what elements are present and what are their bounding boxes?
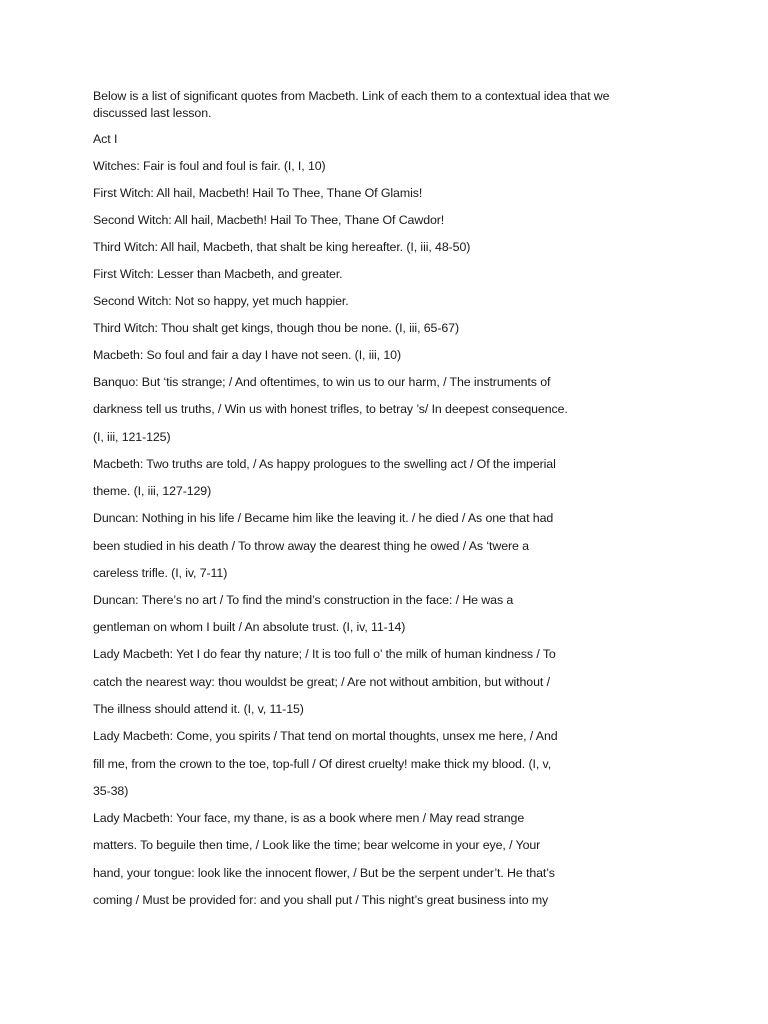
quote-entry	[93, 592, 673, 636]
quote-line: Second Witch: Not so happy, yet much happier.	[93, 294, 349, 308]
act-heading: Act I	[93, 132, 118, 146]
quote-line: Banquo: But ‘tis strange; / And oftentimes, to win us to our harm, / The instruments of	[93, 375, 551, 389]
quote-entry	[93, 810, 673, 909]
quote-line: hand, your tongue: look like the innocent flower, / But be the serpent under’t. He that’s	[93, 865, 555, 880]
quote-line: Macbeth: So foul and fair a day I have not seen. (I, iii, 10)	[93, 348, 401, 362]
quote-line: Lady Macbeth: Yet I do fear thy nature; / It is too full o’ the milk of human kindness / To	[93, 647, 556, 662]
quote-entry	[93, 728, 673, 800]
quote-line: First Witch: Lesser than Macbeth, and greater.	[93, 267, 343, 281]
quote-line: Macbeth: Two truths are told, / As happy prologues to the swelling act / Of the imperial	[93, 456, 556, 471]
intro-line: discussed last lesson.	[93, 106, 212, 120]
quote-line: Duncan: Nothing in his life / Became him like the leaving it. / he died / As one that had	[93, 511, 554, 526]
quote-line: gentleman on whom I built / An absolute trust. (I, iv, 11-14)	[93, 620, 406, 635]
quote-entry	[93, 266, 673, 283]
quote-entry	[93, 239, 673, 256]
quote-entry	[93, 158, 673, 175]
quote-line: careless trifle. (I, iv, 7-11)	[93, 565, 228, 580]
quote-line: catch the nearest way: thou wouldst be great; / Are not without ambition, but without /	[93, 674, 550, 689]
quote-line: coming / Must be provided for: and you shall put / This night’s great business into my	[93, 893, 549, 908]
quote-entry	[93, 185, 673, 202]
quote-line: Second Witch: All hail, Macbeth! Hail To Thee, Thane Of Cawdor!	[93, 213, 445, 227]
quote-entry	[93, 320, 673, 337]
quote-line: First Witch: All hail, Macbeth! Hail To Thee, Thane Of Glamis!	[93, 186, 423, 200]
quote-entry	[93, 374, 673, 446]
quote-entry	[93, 646, 673, 718]
quote-line: matters. To beguile then time, / Look like the time; bear welcome in your eye, / Your	[93, 838, 541, 853]
quote-line: darkness tell us truths, / Win us with honest trifles, to betray ’s/ In deepest consequence.	[93, 402, 568, 417]
document-body	[93, 88, 673, 919]
quote-entry	[93, 456, 673, 500]
quote-entry	[93, 212, 673, 229]
quote-line: Lady Macbeth: Come, you spirits / That tend on mortal thoughts, unsex me here, / And	[93, 729, 558, 744]
quote-line: Duncan: There’s no art / To find the mind’s construction in the face: / He was a	[93, 592, 514, 607]
quote-line: Third Witch: All hail, Macbeth, that shalt be king hereafter. (I, iii, 48-50)	[93, 240, 471, 254]
quote-line: Third Witch: Thou shalt get kings, though thou be none. (I, iii, 65-67)	[93, 321, 459, 335]
quote-entry	[93, 293, 673, 310]
quote-line: theme. (I, iii, 127-129)	[93, 484, 212, 499]
intro-paragraph	[93, 88, 673, 122]
quote-entry	[93, 510, 673, 582]
quote-line: Lady Macbeth: Your face, my thane, is as a book where men / May read strange	[93, 810, 525, 825]
quote-line: (I, iii, 121-125)	[93, 429, 171, 444]
quote-line: The illness should attend it. (I, v, 11-15)	[93, 702, 304, 717]
quote-line: fill me, from the crown to the toe, top-full / Of direst cruelty! make thick my blood. (I, v,	[93, 756, 552, 771]
intro-line: Below is a list of significant quotes from Macbeth. Link of each them to a contextual idea that we	[93, 89, 610, 103]
quote-line: Witches: Fair is foul and foul is fair. (I, I, 10)	[93, 159, 326, 173]
quote-line: been studied in his death / To throw away the dearest thing he owed / As ‘twere a	[93, 538, 529, 553]
quote-list	[93, 158, 673, 909]
quote-entry	[93, 347, 673, 364]
quote-line: 35-38)	[93, 783, 129, 798]
